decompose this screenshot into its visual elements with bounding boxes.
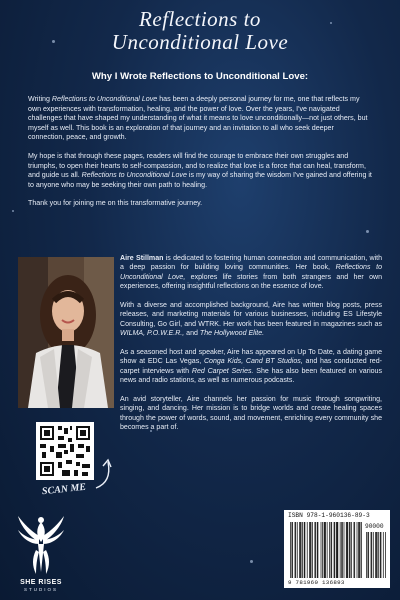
barcode-bar [361, 522, 362, 578]
barcode-bar [357, 522, 358, 578]
barcode-bar [317, 522, 318, 578]
barcode-bar [331, 522, 332, 578]
barcode-bar [307, 522, 308, 578]
qr-code-icon [36, 422, 94, 480]
intro-text [28, 95, 372, 218]
barcode-bar [344, 522, 345, 578]
barcode-bar [331, 522, 332, 578]
barcode-bars [290, 522, 362, 578]
text-run: and has conducted red-carpet interviews with [120, 358, 382, 375]
barcode-bar [312, 522, 313, 578]
barcode-bar [359, 522, 360, 578]
barcode-bar [337, 522, 338, 578]
text-run: My hope is that through these pages, readers will find the courage to embrace their own struggles and triumphs, to open their hearts to self-compassion, and to realize that love is a force that can heal, transform, and guide us all. [28, 151, 366, 180]
isbn-label: ISBN 978-1-960136-89-3 [288, 512, 370, 519]
text-run: The Hollywood Elite. [199, 330, 265, 338]
intro-paragraph-1 [28, 95, 372, 143]
publisher-name: SHE RISES [20, 579, 62, 586]
barcode-bar [354, 522, 355, 578]
text-run: Aire Stillman [120, 255, 164, 262]
section-heading: Why I Wrote Reflections to Unconditional Love: [91, 71, 309, 82]
barcode-bar [324, 522, 325, 578]
barcode-bar [322, 522, 323, 578]
barcode-bar [350, 522, 351, 578]
barcode-bar [311, 522, 312, 578]
barcode-bar [305, 522, 306, 578]
scan-me-label: SCAN ME [41, 481, 87, 498]
text-run: has been a deeply personal journey for me, one that reflects my own experiences with transformation, healing, and the power of love. Over the years, I've navigated challenges that have shaped my understanding of what it means to love unconditionally—not just others, but myself as well. This book is an exploration of that journey and an invitation to all who seek deeper connection, peace, and growth. [28, 95, 368, 142]
text-run: Writing [28, 95, 52, 103]
barcode-bar [318, 522, 319, 578]
barcode-bar [349, 522, 350, 578]
bio-paragraph-3 [120, 348, 382, 386]
curved-arrow-icon [92, 456, 116, 490]
isbn-barcode [284, 510, 390, 588]
barcode-bar [329, 522, 330, 578]
barcode-bar [299, 522, 300, 578]
text-run: Reflections to Unconditional Love [51, 95, 158, 103]
barcode-bar [341, 522, 342, 578]
barcode-bar [385, 532, 386, 578]
barcode-bar [295, 522, 296, 578]
barcode-bar [315, 522, 316, 578]
barcode-bar [360, 522, 361, 578]
barcode-bar [383, 532, 384, 578]
barcode-bar [347, 522, 348, 578]
text-run: Reflections to Unconditional Love, [120, 264, 382, 281]
intro-paragraph-3 [28, 199, 372, 209]
title-line-2: Unconditional Love [111, 30, 289, 54]
phoenix-logo-icon [14, 514, 68, 578]
barcode-bar [351, 522, 352, 578]
book-title [0, 8, 400, 54]
barcode-bar [373, 532, 374, 578]
barcode-bar [347, 522, 348, 578]
barcode-bar [342, 522, 343, 578]
text-run: and [184, 330, 200, 338]
text-run: WILMA, P.O.W.E.R., [120, 330, 185, 338]
author-photo [18, 257, 114, 408]
text-run: With a diverse and accomplished background, Aire has written blog posts, press releases, and marketing materials for various businesses, including ES Lifestyle Consulting, Go Girl, and WTRK. Her work has been featured in magazines such as [120, 301, 382, 328]
barcode-bar [295, 522, 296, 578]
barcode-bar [376, 532, 377, 578]
text-run: is dedicated to fostering human connection and communication, with a deep passion for building loving communities. Her book, [120, 255, 383, 272]
text-run: Conga Kids, Cand BT Studios, [203, 358, 303, 366]
text-run: is my way of sharing the wisdom I've gained and offering it to anyone who may be seeking their own path to healing. [28, 171, 372, 189]
barcode-bar [310, 522, 311, 578]
price-barcode-bars [366, 532, 386, 578]
barcode-bar [375, 532, 376, 578]
barcode-bar [292, 522, 293, 578]
barcode-bar [327, 522, 328, 578]
barcode-bar [324, 522, 325, 578]
barcode-bar [290, 522, 291, 578]
barcode-bar [304, 522, 305, 578]
barcode-bar [301, 522, 302, 578]
barcode-bar [337, 522, 338, 578]
barcode-bar [321, 522, 322, 578]
barcode-bar [336, 522, 337, 578]
author-bio [120, 254, 382, 442]
barcode-bar [377, 532, 378, 578]
barcode-bar [381, 532, 382, 578]
bio-paragraph-4 [120, 395, 382, 433]
sparkle [250, 560, 253, 563]
title-line-1: Reflections to [139, 7, 261, 31]
barcode-bar [368, 532, 369, 578]
publisher-subtitle: STUDIOS [23, 587, 58, 592]
barcode-bar [302, 522, 303, 578]
text-run: She has also been featured on various news and radio stations, as well as numerous podcasts. [120, 367, 383, 385]
text-run: Reflections to Unconditional Love [81, 171, 187, 180]
barcode-bar [297, 522, 298, 578]
barcode-bar [309, 522, 310, 578]
barcode-digits: 9 781960 136893 [288, 579, 345, 586]
barcode-bar [371, 532, 372, 578]
barcode-bar [358, 522, 359, 578]
barcode-bar [368, 532, 369, 578]
sparkle [366, 230, 369, 233]
text-run: An avid storyteller, Aire channels her passion for music through songwriting, singing, and dancing. Her mission is to bridge worlds and create healing spaces through the power of words, sound, and movement, enriching every community she becomes a part of. [120, 395, 382, 431]
intro-paragraph-2 [28, 152, 372, 190]
bio-paragraph-1 [120, 254, 382, 292]
text-run: explores life stories from both strangers and her own experiences, offering insightful reflections on the essence of love. [120, 273, 382, 291]
text-run: Thank you for joining me on this transformative journey. [28, 199, 203, 208]
barcode-bar [366, 532, 367, 578]
barcode-bar [346, 522, 347, 578]
barcode-bar [378, 532, 379, 578]
barcode-bar [325, 522, 326, 578]
bio-paragraph-2 [120, 301, 382, 339]
text-run: As a seasoned host and speaker, Aire has appeared on Up To Date, a dating game show at EDC Las Vegas, [120, 348, 382, 366]
barcode-bar [300, 522, 301, 578]
sparkle [12, 210, 14, 212]
barcode-bar [340, 522, 341, 578]
text-run: Red Carpet Series. [191, 367, 254, 375]
barcode-bar [354, 522, 355, 578]
author-photo-illustration [18, 257, 114, 408]
price-code: 90000 [365, 523, 384, 530]
barcode-bar [380, 532, 381, 578]
barcode-bar [315, 522, 316, 578]
barcode-bar [334, 522, 335, 578]
barcode-bar [334, 522, 335, 578]
barcode-bar [292, 522, 293, 578]
qr-code[interactable] [36, 422, 94, 480]
barcode-bar [371, 532, 372, 578]
